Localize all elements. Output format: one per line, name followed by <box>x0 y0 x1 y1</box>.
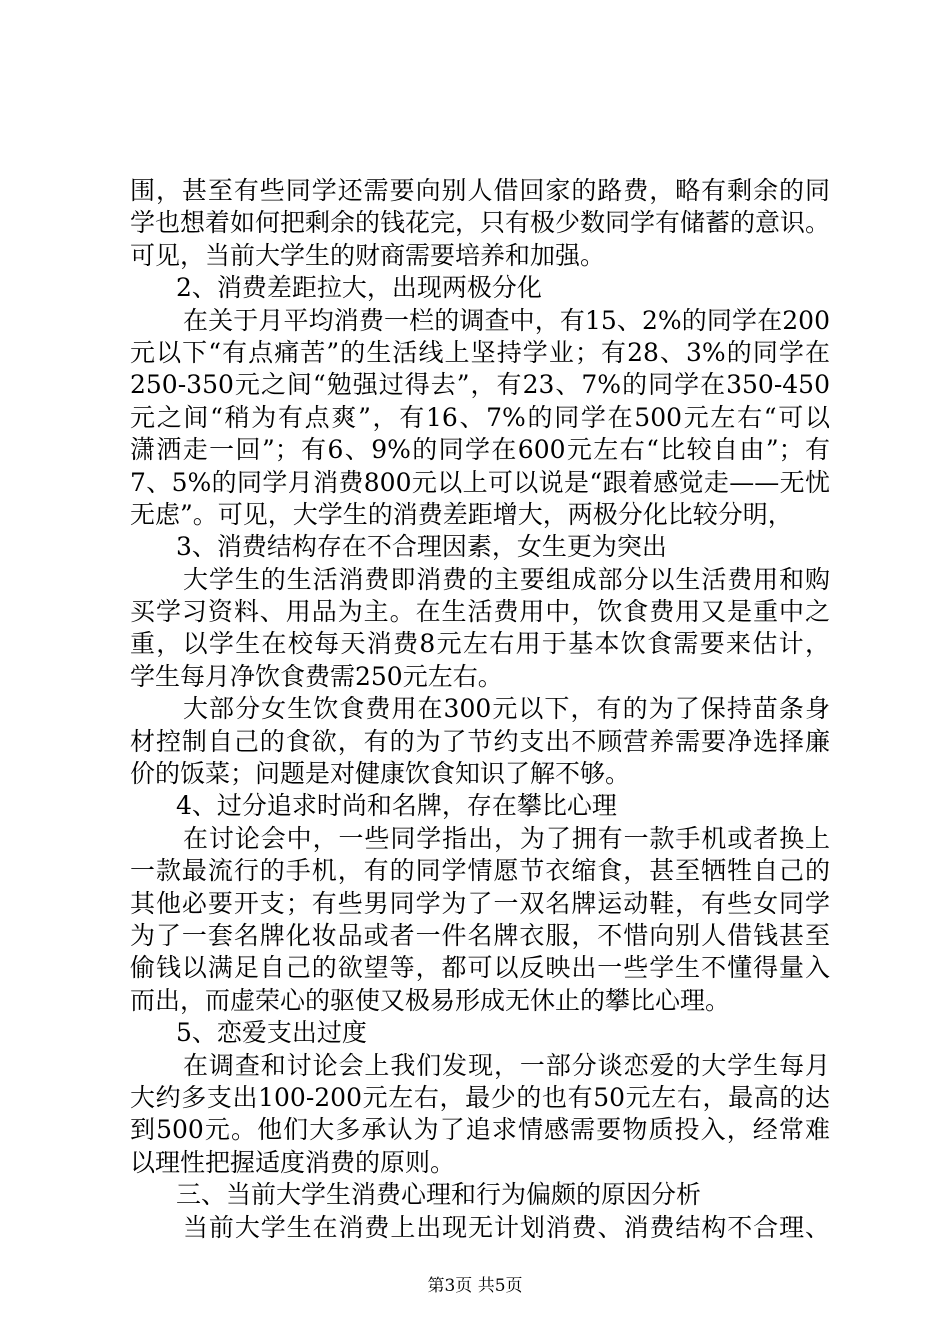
text-line: 大学生的生活消费即消费的主要组成部分以生活费用和购 <box>183 564 830 594</box>
text-line: 买学习资料、用品为主。在生活费用中，饮食费用又是重中之 <box>130 597 830 627</box>
text-line: 无虑”。可见，大学生的消费差距增大，两极分化比较分明， <box>130 499 793 529</box>
text-line: 潇洒走一回”；有6、9%的同学在600元左右“比较自由”；有 <box>130 435 830 465</box>
document-body <box>130 175 830 1244</box>
text-line: 其他必要开支；有些男同学为了一双名牌运动鞋，有些女同学 <box>130 888 830 918</box>
text-line: 学生每月净饮食费需250元左右。 <box>130 661 503 691</box>
text-line: 围，甚至有些同学还需要向别人借回家的路费，略有剩余的同 <box>130 176 830 205</box>
text-line: 当前大学生在消费上出现无计划消费、消费结构不合理、 <box>183 1212 830 1242</box>
text-line: 在关于月平均消费一栏的调查中，有15、2%的同学在200 <box>183 305 830 335</box>
text-line: 材控制自己的食欲，有的为了节约支出不顾营养需要净选择廉 <box>130 726 830 756</box>
page-footer: 第3页 共5页 <box>427 1276 523 1296</box>
text-line: 元之间“稍为有点爽”，有16、7%的同学在500元左右“可以 <box>130 402 830 432</box>
text-line: 而出，而虚荣心的驱使又极易形成无休止的攀比心理。 <box>130 985 731 1015</box>
text-line: 大约多支出100-200元左右，最少的也有50元左右，最高的达 <box>130 1082 830 1112</box>
text-line: 价的饭菜；问题是对健康饮食知识了解不够。 <box>130 759 631 789</box>
section-heading-line: 4、过分追求时尚和名牌，存在攀比心理 <box>176 791 617 821</box>
section-heading-line: 3、消费结构存在不合理因素，女生更为突出 <box>176 532 667 562</box>
text-line: 到500元。他们大多承认为了追求情感需要物质投入，经常难 <box>130 1115 830 1145</box>
text-line: 7、5%的同学月消费800元以上可以说是“跟着感觉走——无忧 <box>130 467 830 497</box>
text-line: 大部分女生饮食费用在300元以下，有的为了保持苗条身 <box>183 694 830 724</box>
text-line: 以理性把握适度消费的原则。 <box>130 1147 456 1177</box>
text-line: 学也想着如何把剩余的钱花完，只有极少数同学有储蓄的意识。 <box>130 208 831 238</box>
text-line: 重，以学生在校每天消费8元左右用于基本饮食需要来估计， <box>130 629 830 659</box>
text-line: 元以下“有点痛苦”的生活线上坚持学业；有28、3%的同学在 <box>130 337 830 367</box>
section-heading-line: 三、当前大学生消费心理和行为偏颇的原因分析 <box>176 1180 702 1210</box>
section-heading-line: 5、恋爱支出过度 <box>176 1018 367 1048</box>
text-line: 250-350元之间“勉强过得去”，有23、7%的同学在350-450 <box>130 370 830 400</box>
text-line: 一款最流行的手机，有的同学情愿节衣缩食，甚至牺牲自己的 <box>130 856 830 886</box>
text-line: 可见，当前大学生的财商需要培养和加强。 <box>130 240 606 270</box>
section-heading-line: 2、消费差距拉大，出现两极分化 <box>176 273 542 303</box>
text-line: 为了一套名牌化妆品或者一件名牌衣服，不惜向别人借钱甚至 <box>130 920 830 950</box>
text-line: 在讨论会中，一些同学指出，为了拥有一款手机或者换上 <box>183 823 830 853</box>
text-line: 在调查和讨论会上我们发现，一部分谈恋爱的大学生每月 <box>183 1050 830 1080</box>
text-line: 偷钱以满足自己的欲望等，都可以反映出一些学生不懂得量入 <box>130 953 830 983</box>
